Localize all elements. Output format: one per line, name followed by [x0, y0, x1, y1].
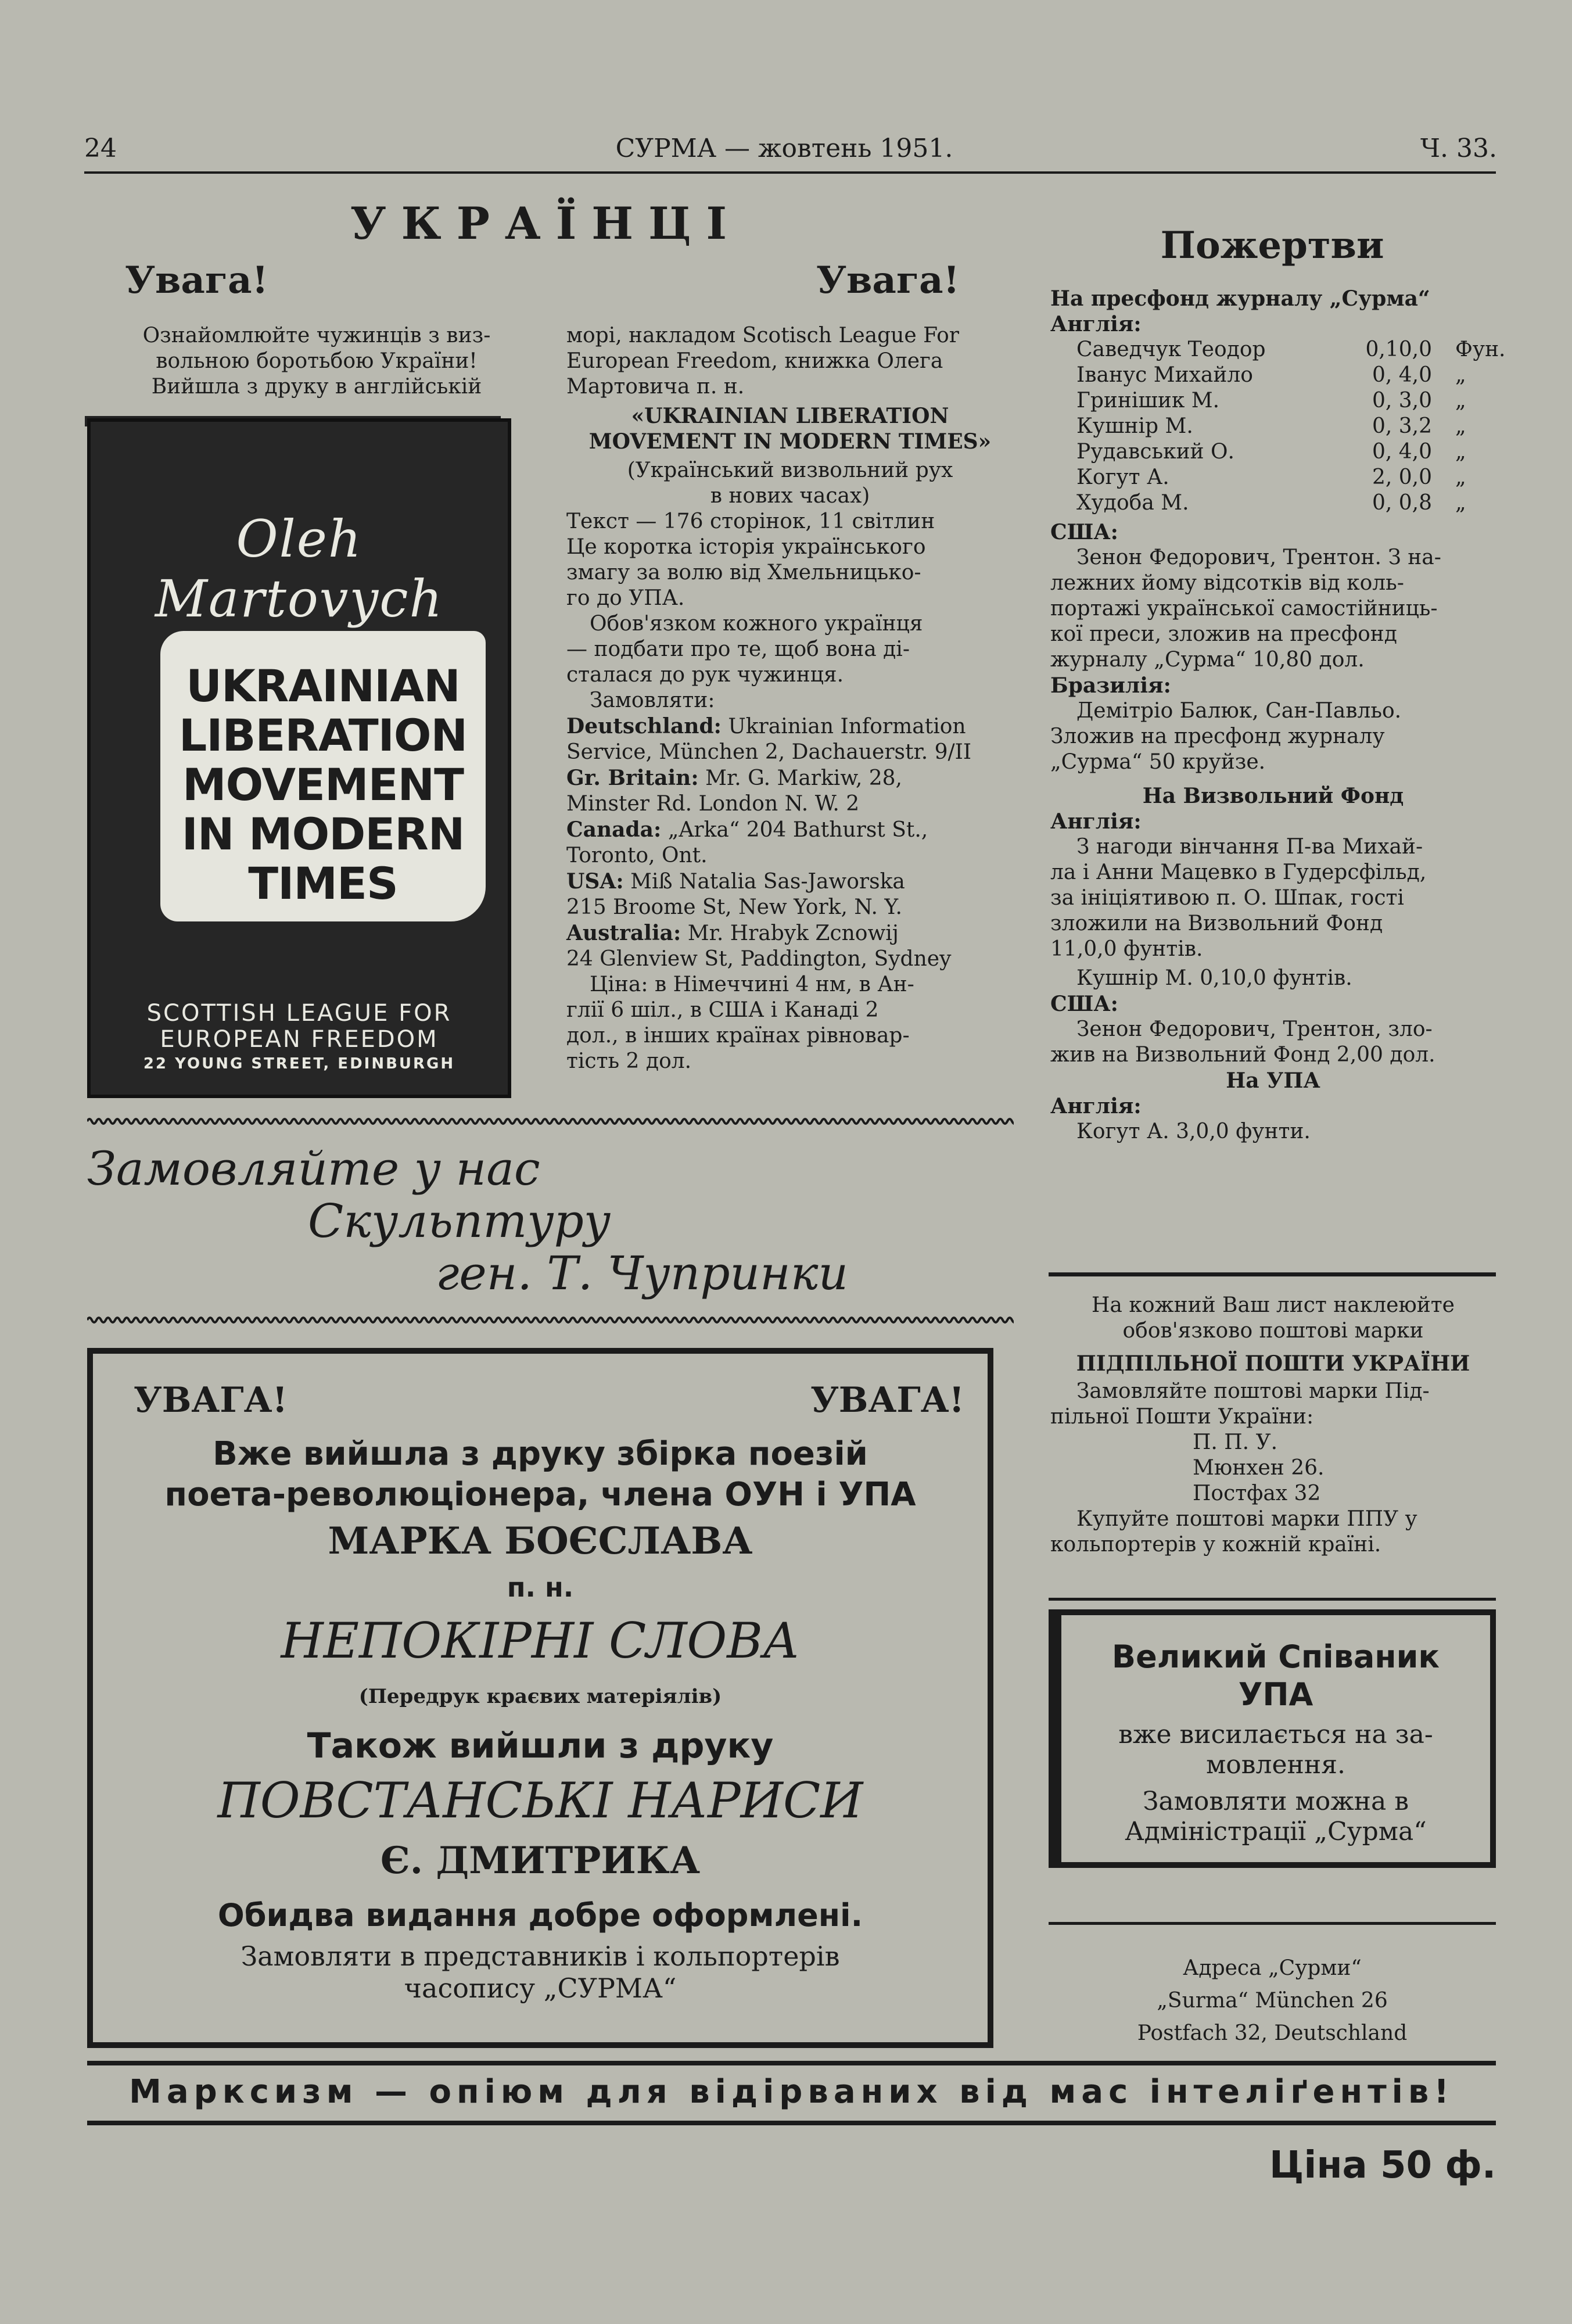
- issue-price: Ціна 50 ф.: [1269, 2144, 1496, 2187]
- header-rule: [84, 171, 1496, 174]
- book-cover-image: Oleh Martovych UKRAINIAN LIBERATION MOVEMENT IN MODERN TIMES SCOTTISH LEAGUE FOR EUROPEAN FREEDOM 22 YOUNG STREET, EDINBURGH: [87, 418, 511, 1098]
- ad-attention-left: УВАГА!: [134, 1380, 288, 1421]
- ad-book-title: НЕПОКІРНІ СЛОВА: [281, 1612, 800, 1669]
- donations-column: На пресфонд журналу „Сурма“ Англія: Саведчук Теодор 0,10,0 Фун. Іванус Михайло 0, 4,0 „ Гринішик М. 0, 3,0 „ Кушнір М. 0, 3,2 „ Рудавський О. 0, 4,0 „ Когут А. 2, 0,0 „ Худоба М. 0, 0,8 „ США: Зенон Федорович, Трентон. З на- лежних йому відсотків від коль- портажі української самостійниць- кої преси, зложив на пресфонд журналу „Сурма“ 10,80 дол. Бразилія: Демітріо Балюк, Сан-Павльо. Зложив на пресфонд журналу „Сурма“ 50 круйзе. На Визвольний Фонд Англія: З нагоди вінчання П-ва Михай- ла і Анни Мацевко в Гудерсфільд, за ініціятивою п. О. Шпак, гості зложили на Визвольний Фонд 11,0,0 фунтів. Кушнір М. 0,10,0 фунтів. США: Зенон Федорович, Трентон, зло- жив на Визвольний Фонд 2,00 дол. На УПА Англія: Когут А. 3,0,0 фунти.: [1050, 286, 1506, 1143]
- book-description: морі, накладом Scotisch League For European Freedom, книжка Олега Мартовича п. н. «UKRAINIAN LIBERATION MOVEMENT IN MODERN TIMES» (Український визвольний рух в нових часах) Текст — 176 сторінок, 11 світлин Це коротка історія українського змагу за волю від Хмельницько- го до УПА. Обов'язком кожного українця — подбати про те, щоб вона ді- сталася до рук чужинця. Замовляти: Deutschland: Ukrainian Information Service, München 2, Dachauerstr. 9/II Gr. Britain: Mr. G. Markiw, 28, Minster Rd. London N. W. 2 Canada: „Arka“ 204 Bathurst St., Toronto, Ont. USA: Miß Natalia Sas-Jaworska 215 Broome St, New York, N. Y. Australia: Mr. Hrabyk Zcnowij 24 Glenview St, Paddington, Sydney Ціна: в Німеччині 4 нм, в Ан- глії 6 шіл., в США і Канаді 2 дол., в інших країнах рівновар- тість 2 дол.: [566, 324, 992, 1073]
- ad-attention-right: УВАГА!: [810, 1380, 964, 1421]
- surma-address: Адреса „Сурми“ „Surma“ München 26 Postfach 32, Deutschland: [1137, 1956, 1408, 2045]
- header-title: СУРМА — жовтень 1951.: [615, 134, 953, 163]
- book-cover-author: Oleh Martovych: [155, 509, 444, 629]
- sculpture-line-3: ген. Т. Чупринки: [436, 1246, 849, 1300]
- sculpture-line-2: Скульптуру: [308, 1194, 611, 1248]
- england-donations-table: [1050, 337, 1506, 516]
- book-cover-title-box: UKRAINIAN LIBERATION MOVEMENT IN MODERN TIMES: [160, 631, 486, 921]
- wavy-divider: [87, 1116, 1014, 1127]
- banner-ukraintsi: УКРАЇНЦІ: [350, 198, 742, 249]
- slogan: Марксизм — опіюм для відірваних від мас інтеліґентів!: [129, 2073, 1454, 2111]
- table-row: Когут А. 2, 0,0 „: [1076, 465, 1466, 489]
- ad-book-title-2: ПОВСТАНСЬКІ НАРИСИ: [217, 1772, 863, 1829]
- table-row: Саведчук Теодор 0,10,0 Фун.: [1076, 338, 1506, 361]
- page-number: 24: [84, 134, 117, 163]
- table-row: Гринішик М. 0, 3,0 „: [1076, 389, 1466, 413]
- ad-author-2: Є. ДМИТРИКА: [380, 1839, 701, 1882]
- songbook-ad-box: Великий Співаник УПА вже висилається на за- мовлення. Замовляти можна в Адміністрації „Сурма“: [1049, 1609, 1496, 1868]
- table-row: Іванус Михайло 0, 4,0 „: [1076, 363, 1466, 387]
- donations-rule: [1049, 1272, 1496, 1276]
- stamps-rule: [1049, 1598, 1496, 1601]
- songbook-rule: [1049, 1922, 1496, 1925]
- donations-title: Пожертви: [1160, 224, 1384, 267]
- issue-number: Ч. 33.: [1420, 134, 1497, 163]
- attention-right: Увага!: [816, 259, 960, 302]
- attention-left: Увага!: [125, 259, 268, 302]
- slogan-rule-top: [87, 2061, 1496, 2065]
- slogan-rule-bottom: [87, 2121, 1496, 2125]
- table-row: Рудавський О. 0, 4,0 „: [1076, 440, 1466, 464]
- table-row: Кушнір М. 0, 3,2 „: [1076, 414, 1466, 438]
- poetry-ad-box: УВАГА! УВАГА! Вже вийшла з друку збірка поезій поета-революціонера, члена ОУН і УПА МАРКА БОЄСЛАВА п. н. НЕПОКІРНІ СЛОВА (Передрук краєвих матеріялів) Також вийшли з друку ПОВСТАНСЬКІ НАРИСИ Є. ДМИТРИКА Обидва видання добре оформлені. Замовляти в представників і кольпортерів часопису „СУРМА“: [87, 1348, 993, 2048]
- table-row: Худоба М. 0, 0,8 „: [1076, 491, 1466, 515]
- stamps-section: На кожний Ваш лист наклеюйте обов'язково поштові марки ПІДПІЛЬНОЇ ПОШТИ УКРАЇНИ Замовляйте поштові марки Під- пільної Пошти України: П. П. У. Мюнхен 26. Постфах 32 Купуйте поштові марки ППУ у кольпортерів у кожній країні.: [1050, 1293, 1470, 1556]
- wavy-divider: [87, 1314, 1014, 1326]
- sculpture-line-1: Замовляйте у нас: [87, 1142, 540, 1196]
- ad-author: МАРКА БОЄСЛАВА: [328, 1519, 753, 1563]
- intro-text: Ознайомлюйте чужинців з виз- вольною боротьбою України! Вийшла з друку в англійській: [142, 324, 491, 399]
